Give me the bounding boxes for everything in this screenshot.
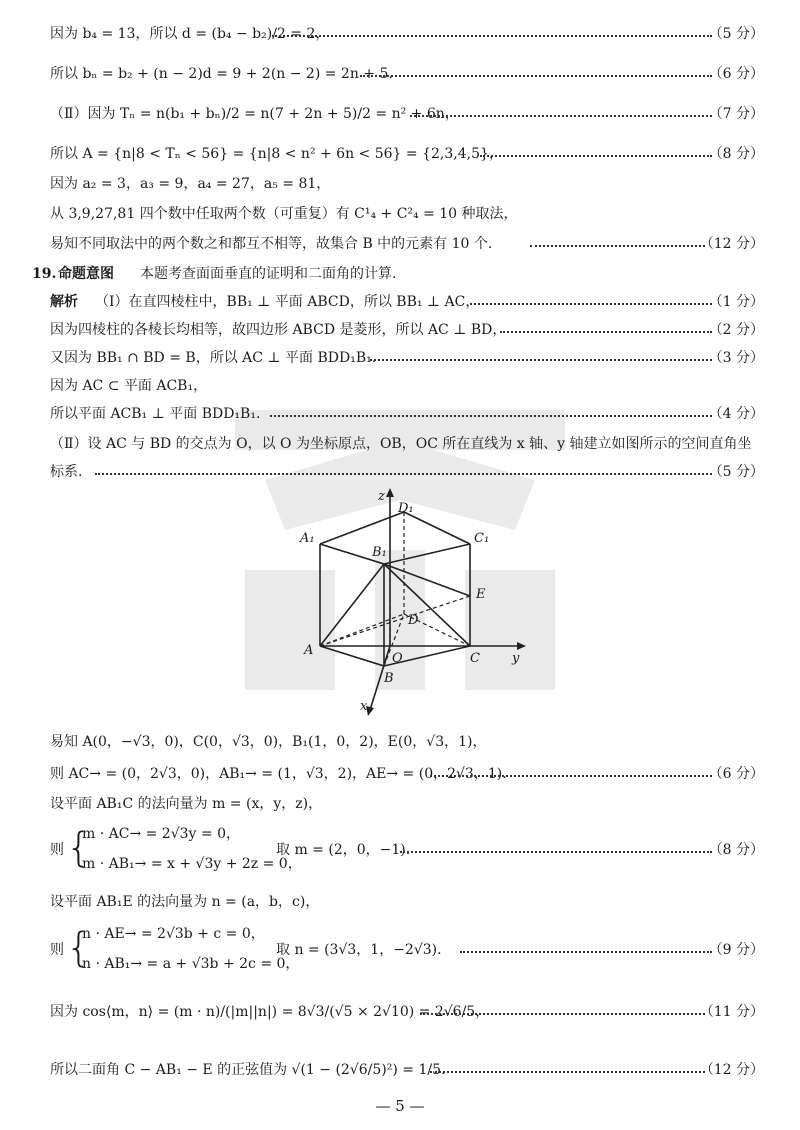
label-E: E bbox=[476, 587, 486, 602]
final-line: 所以二面角 C − AB₁ − E 的正弦值为 √(1 − (2√6/5)²) = 1/5. （12 分） bbox=[50, 1062, 764, 1078]
system-1: 则 { m · AC→ = 2√3y = 0， m · AB₁→ = x + √3y + 2z = 0， 取 m = (2，0，−1). （8 分） bbox=[50, 825, 764, 872]
line-2: 所以 bₙ = b₂ + (n − 2)d = 9 + 2(n − 2) = 2n + 5. （6 分） bbox=[50, 66, 764, 82]
label-O: O bbox=[392, 651, 403, 666]
label-D1: D₁ bbox=[398, 501, 414, 516]
q19-part1-line3: 又因为 BB₁ ∩ BD = B，所以 AC ⊥ 平面 BDD₁B₁. （3 分） bbox=[50, 350, 764, 366]
q19-part1-line4: 因为 AC ⊂ 平面 ACB₁， bbox=[50, 378, 208, 394]
normal-n-line: 设平面 AB₁E 的法向量为 n = (a，b，c)， bbox=[50, 894, 320, 910]
vectors-line: 则 AC→ = (0，2√3，0)，AB₁→ = (1，√3，2)，AE→ = (0，2√3，1). （6 分） bbox=[50, 766, 764, 782]
page-number: — 5 — bbox=[375, 1097, 425, 1115]
label-D: D bbox=[408, 613, 419, 628]
q19-part1-line5: 所以平面 ACB₁ ⊥ 平面 BDD₁B₁. （4 分） bbox=[50, 406, 764, 422]
q19-part2-intro-cont: 标系. （5 分） bbox=[50, 464, 764, 480]
coords-line: 易知 A(0，−√3，0)，C(0，√3，0)，B₁(1，0，2)，E(0，√3，1)， bbox=[50, 734, 487, 750]
line-3: （Ⅱ）因为 Tₙ = n(b₁ + bₙ)/2 = n(7 + 2n + 5)/2 = n² + 6n， （7 分） bbox=[50, 106, 764, 122]
prism-figure bbox=[280, 488, 540, 720]
label-y: y bbox=[512, 651, 520, 666]
system-2: 则 { n · AE→ = 2√3b + c = 0， n · AB₁→ = a + √3b + 2c = 0， 取 n = (3√3，1，−2√3). （9 分） bbox=[50, 925, 764, 972]
line-6: 从 3,9,27,81 四个数中任取两个数（可重复）有 C¹₄ + C²₄ = 10 种取法， bbox=[50, 206, 518, 222]
line-4: 所以 A = {n|8 < Tₙ < 56} = {n|8 < n² + 6n < 56} = {2,3,4,5}， （8 分） bbox=[50, 146, 764, 162]
label-B: B bbox=[384, 671, 394, 686]
q19-part1-line2: 因为四棱柱的各棱长均相等，故四边形 ABCD 是菱形，所以 AC ⊥ BD， （2 分） bbox=[50, 322, 764, 338]
label-A1: A₁ bbox=[300, 531, 315, 546]
cos-line: 因为 cos⟨m，n⟩ = (m · n)/(|m||n|) = 8√3/(√5 × 2√10) = 2√6/5， （11 分） bbox=[50, 1004, 764, 1020]
line-5: 因为 a₂ = 3，a₃ = 9，a₄ = 27，a₅ = 81， bbox=[50, 176, 331, 192]
q19-part2-intro: （Ⅱ）设 AC 与 BD 的交点为 O，以 O 为坐标原点，OB，OC 所在直线为 x 轴、y 轴建立如图所示的空间直角坐 bbox=[50, 436, 752, 452]
line-7: 易知不同取法中的两个数之和都互不相等，故集合 B 中的元素有 10 个. （12 分） bbox=[50, 236, 764, 252]
label-x: x bbox=[360, 699, 368, 714]
q19-intent: 19. 命题意图 本题考查面面垂直的证明和二面角的计算. bbox=[32, 266, 397, 282]
label-z: z bbox=[378, 489, 385, 504]
label-B1: B₁ bbox=[372, 545, 387, 560]
line-1: 因为 b₄ = 13，所以 d = (b₄ − b₂)/2 = 2， （5 分） bbox=[50, 26, 764, 42]
label-A: A bbox=[304, 643, 314, 658]
normal-m-line: 设平面 AB₁C 的法向量为 m = (x，y，z)， bbox=[50, 796, 323, 812]
label-C1: C₁ bbox=[474, 531, 490, 546]
q19-part1-line1: 解析 （Ⅰ）在直四棱柱中，BB₁ ⊥ 平面 ABCD，所以 BB₁ ⊥ AC， （1 分） bbox=[50, 294, 764, 310]
label-C: C bbox=[470, 651, 480, 666]
